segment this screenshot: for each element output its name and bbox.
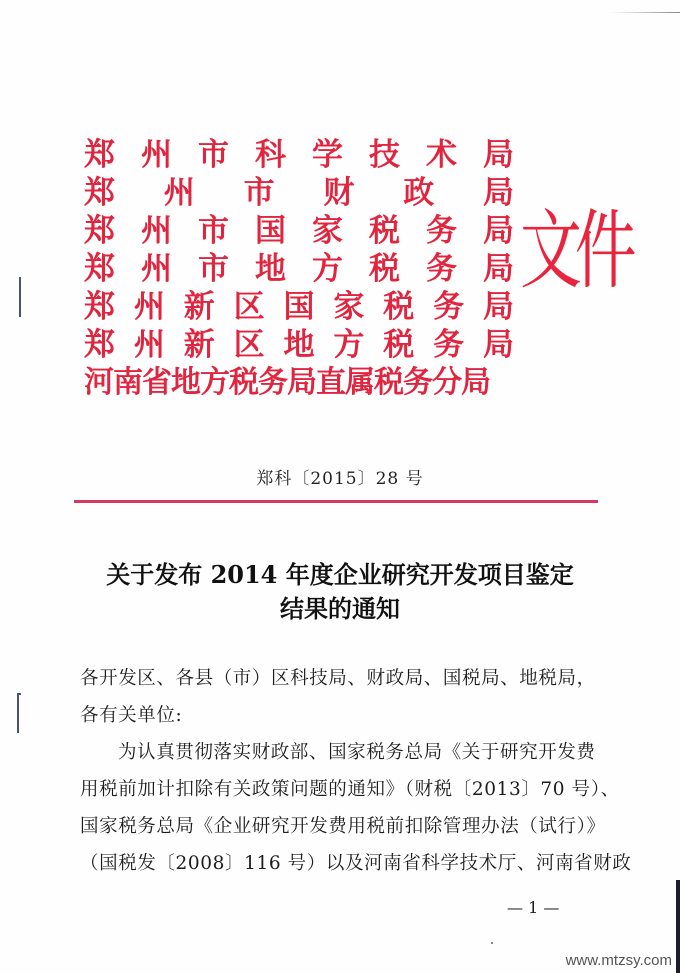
issuer-char: 郑 (84, 251, 115, 287)
body-line: 国家税务总局《企业研究开发费用税前扣除管理办法（试行）》 (80, 816, 606, 837)
issuer-char: 新 (183, 327, 215, 363)
issuer-char: 区 (233, 327, 265, 363)
issuer-char: 州 (133, 289, 165, 325)
body-line: （国税发〔2008〕116 号）以及河南省科学技术厅、河南省财政 (80, 853, 632, 874)
issuer-char: 市 (198, 251, 229, 287)
issuer-char: 务 (433, 289, 465, 325)
issuer-char: 局 (483, 137, 514, 173)
issuer-char: 学 (312, 137, 343, 173)
document-body (80, 660, 632, 882)
document-title (0, 558, 680, 626)
issuer-line (84, 250, 514, 288)
issuer-char: 国 (283, 289, 315, 325)
issuer-line: 河南省地方税务局直属税务分局 (84, 365, 490, 400)
issuer-char: 局 (483, 327, 514, 363)
issuer-char: 市 (198, 137, 229, 173)
issuer-char: 区 (233, 289, 265, 325)
issuer-char: 方 (333, 327, 365, 363)
issuer-char: 务 (426, 251, 457, 287)
scan-artifact-line (610, 12, 680, 13)
issuer-line (84, 288, 514, 326)
issuer-char: 税 (383, 289, 415, 325)
issuer-char: 州 (141, 213, 172, 249)
watermark: www.mtzsy.com (565, 952, 672, 969)
red-divider (74, 500, 598, 503)
issuer-char: 技 (369, 137, 400, 173)
issuer-char: 税 (383, 327, 415, 363)
issuer-char: 务 (433, 327, 465, 363)
issuer-char: 郑 (84, 175, 115, 211)
document-label: 文件 (520, 201, 630, 301)
issuer-char: 局 (483, 213, 514, 249)
body-line: 为认真贯彻落实财政部、国家税务总局《关于研究开发费 (118, 742, 596, 763)
binding-mark (17, 693, 19, 733)
issuer-char: 州 (141, 137, 172, 173)
document-number: 郑科〔2015〕28 号 (256, 469, 424, 489)
issuer-char: 国 (255, 213, 286, 249)
issuer-line (84, 326, 514, 364)
issuer-char: 郑 (84, 137, 115, 173)
issuer-char: 郑 (84, 289, 115, 325)
issuer-char: 方 (312, 251, 343, 287)
issuer-char: 税 (369, 251, 400, 287)
issuing-agencies (84, 136, 514, 402)
issuer-char: 市 (243, 175, 275, 211)
issuer-char: 务 (426, 213, 457, 249)
issuer-char: 州 (133, 327, 165, 363)
issuer-char: 局 (483, 289, 514, 325)
page-number: — 1 — (507, 898, 560, 917)
issuer-char: 郑 (84, 213, 115, 249)
body-line: 各有关单位: (80, 705, 183, 726)
issuer-char: 州 (163, 175, 195, 211)
issuer-char: 局 (482, 175, 514, 211)
issuer-char: 政 (403, 175, 435, 211)
issuer-char: 家 (333, 289, 365, 325)
body-line: 各开发区、各县（市）区科技局、财政局、国税局、地税局， (80, 668, 596, 689)
issuer-char: 家 (312, 213, 343, 249)
issuer-char: 税 (369, 213, 400, 249)
issuer-char: 术 (426, 137, 457, 173)
issuer-char: 地 (283, 327, 315, 363)
scan-speck (491, 942, 493, 944)
issuer-char: 市 (198, 213, 229, 249)
issuer-char: 科 (255, 137, 286, 173)
issuer-char: 郑 (84, 327, 115, 363)
issuer-char: 新 (183, 289, 215, 325)
issuer-char: 局 (483, 251, 514, 287)
issuer-line (84, 136, 514, 174)
binding-mark (19, 277, 21, 317)
scan-edge (676, 880, 680, 973)
body-line: 用税前加计扣除有关政策问题的通知》（财税〔2013〕70 号）、 (80, 779, 620, 800)
issuer-char: 财 (323, 175, 355, 211)
issuer-line (84, 174, 514, 212)
issuer-char: 州 (141, 251, 172, 287)
issuer-char: 地 (255, 251, 286, 287)
title-line-1: 关于发布 2014 年度企业研究开发项目鉴定 (106, 560, 574, 589)
issuer-line (84, 212, 514, 250)
title-line-2: 结果的通知 (280, 594, 400, 623)
